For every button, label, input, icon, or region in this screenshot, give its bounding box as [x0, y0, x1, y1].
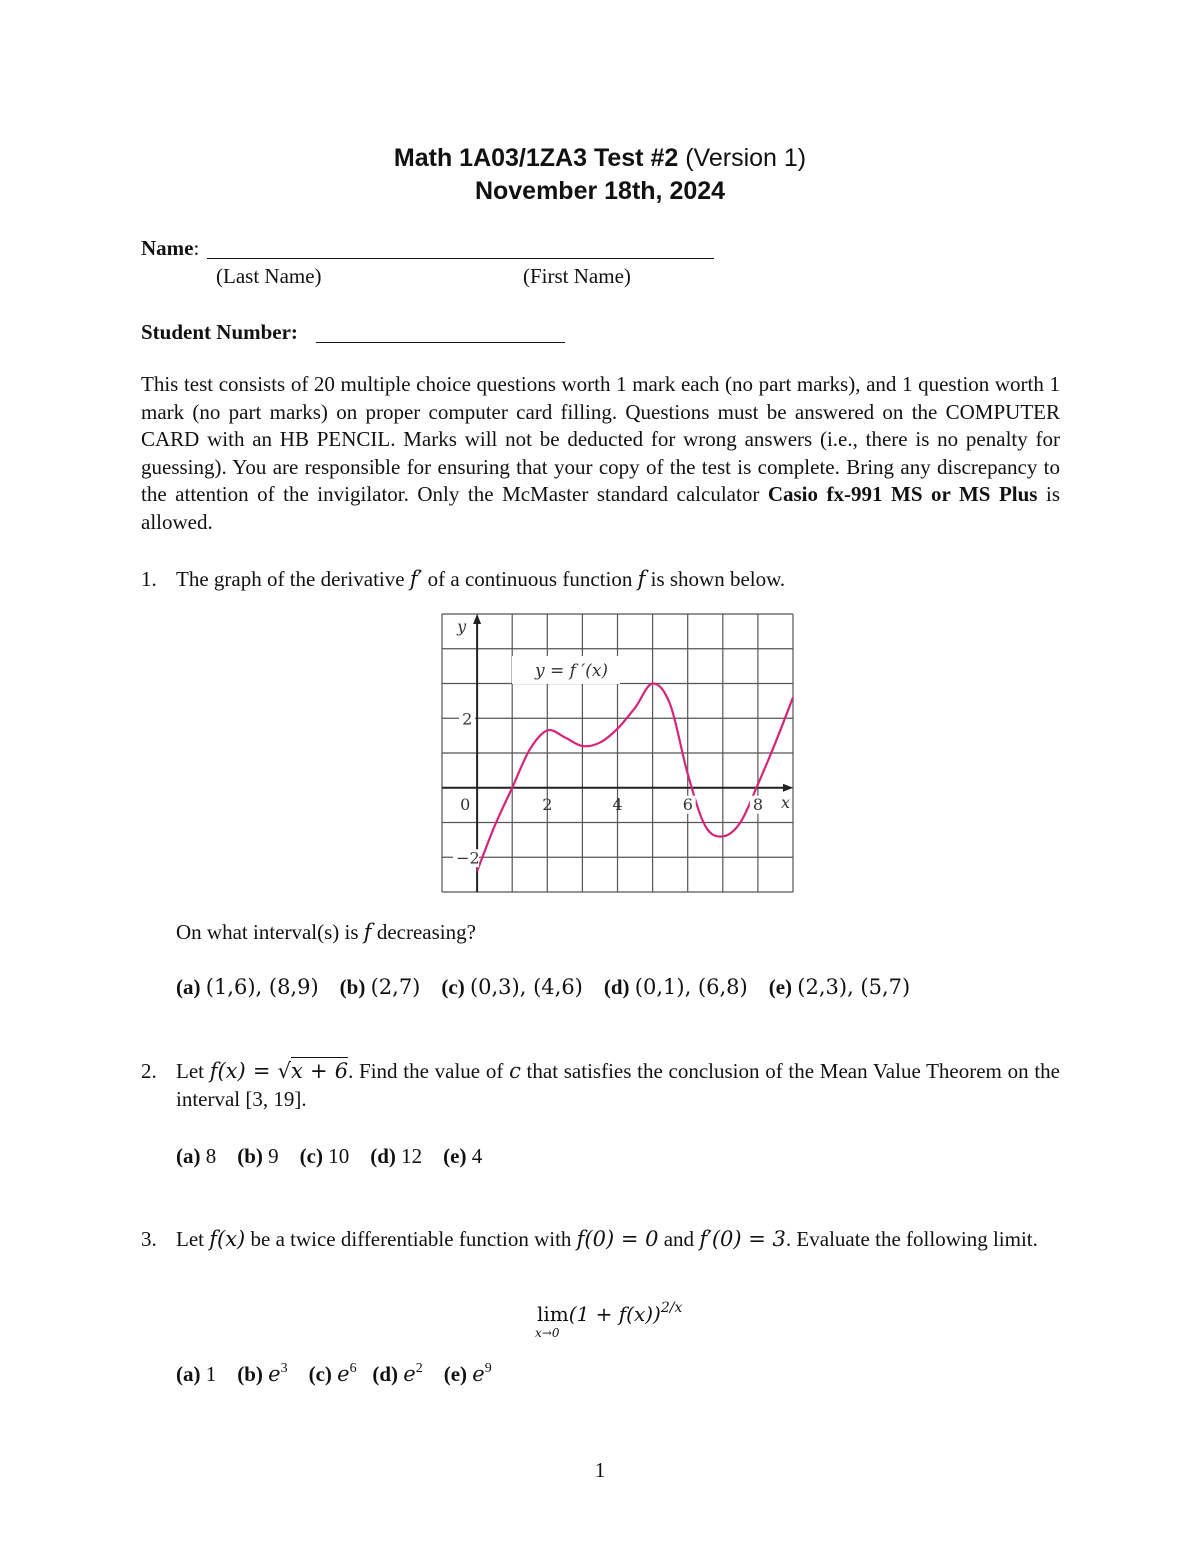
y-axis-arrow — [473, 614, 481, 624]
test-date: November 18th, 2024 — [474, 177, 726, 205]
q3-option-d[interactable]: (d) $e^2$ — [372, 1361, 423, 1386]
name-label: Name — [141, 236, 194, 260]
q2-option-d[interactable]: (d) 12 — [370, 1144, 423, 1168]
limit-exponent: 2/x — [660, 1300, 683, 1316]
question-2-options — [176, 1143, 482, 1171]
graph-tick-labels — [453, 617, 790, 867]
question-3-text: Let f(x) be a twice differentiable function with f(0) = 0 and f′(0) = 3. Evaluate the following limit. — [176, 1227, 1038, 1251]
q1-option-b[interactable]: (b) (2,7) — [339, 975, 421, 999]
name-field[interactable] — [207, 258, 714, 259]
q3-option-b[interactable]: (b) $e^3$ — [237, 1361, 288, 1386]
q3-option-c[interactable]: (c) $e^6$ — [308, 1361, 357, 1386]
instructions: This test consists of 20 multiple choice questions worth 1 mark each (no part marks), and 1 question worth 1 mark (no part marks) on proper computer card filling. Questions must be answered on the COMPUTER CARD with an HB PENCIL. Marks will not be deducted for wrong answers (i.e., there is no penalty for guessing). You are responsible for ensuring that your copy of the test is complete. Bring any discrepancy to the attention of the invigilator. Only the McMaster standard calculator Casio fx-991 MS or MS Plus is allowed. — [141, 372, 1060, 534]
curve-label: y = f ′(x) — [535, 661, 609, 681]
limit-expression — [535, 1300, 683, 1340]
derivative-graph — [440, 612, 795, 894]
question-2-number: 2. — [141, 1059, 157, 1083]
x-tick-label-2: 2 — [542, 794, 553, 814]
student-number-label: Student Number: — [141, 320, 298, 344]
graph-curve — [477, 683, 793, 871]
question-1-options — [176, 974, 910, 1002]
test-title — [0, 144, 1200, 173]
last-name-caption: (Last Name) — [216, 264, 322, 288]
title-bold: Math 1A03/1ZA3 Test #2 — [393, 144, 679, 172]
limit-body: (1 + f(x)) — [568, 1302, 661, 1326]
x-tick-label-4: 4 — [612, 794, 623, 814]
question-3-number: 3. — [141, 1227, 157, 1251]
q1-option-e[interactable]: (e) (2,3), (5,7) — [768, 975, 911, 999]
y-axis-label: y — [457, 617, 467, 636]
title-version: (Version 1) — [685, 144, 807, 172]
x-axis-label: x — [781, 792, 791, 812]
q1-option-a[interactable]: (a) (1,6), (8,9) — [176, 975, 319, 999]
q2-option-a[interactable]: (a) 8 — [176, 1144, 217, 1168]
question-1-number: 1. — [141, 567, 157, 591]
limit-subscript: x→0 — [535, 1326, 560, 1340]
q2-option-e[interactable]: (e) 4 — [443, 1144, 483, 1168]
calculator-model: Casio fx-991 MS or MS Plus — [767, 482, 1038, 506]
q3-option-a[interactable]: (a) 1 — [176, 1362, 217, 1386]
question-2-text: Let f(x) = √x + 6. Find the value of c that satisfies the conclusion of the Mean Value Theorem on the interval [3, 19]. — [176, 1059, 1060, 1111]
limit-lim: lim — [537, 1302, 569, 1326]
q2-option-b[interactable]: (b) 9 — [237, 1144, 279, 1168]
question-1-prompt: On what interval(s) is f decreasing? — [176, 920, 476, 944]
student-number-field[interactable] — [316, 342, 565, 343]
question-1-text: The graph of the derivative f′ of a continuous function f is shown below. — [176, 567, 786, 591]
question-3-options — [176, 1361, 492, 1389]
graph-grid — [442, 614, 793, 892]
name-row: Name: — [141, 236, 200, 260]
q2-option-c[interactable]: (c) 10 — [299, 1144, 350, 1168]
y-tick-label-2: 2 — [462, 709, 473, 729]
page-number: 1 — [594, 1458, 606, 1482]
origin-label: 0 — [460, 794, 471, 814]
q1-option-d[interactable]: (d) (0,1), (6,8) — [603, 975, 748, 999]
x-tick-label-8: 8 — [752, 794, 764, 814]
x-axis-arrow — [783, 784, 793, 792]
y-tick-label-neg2: −2 — [456, 848, 480, 868]
first-name-caption: (First Name) — [523, 264, 631, 288]
x-tick-label-6: 6 — [682, 794, 693, 814]
q1-option-c[interactable]: (c) (0,3), (4,6) — [441, 975, 583, 999]
q3-option-e[interactable]: (e) $e^9$ — [443, 1361, 492, 1386]
